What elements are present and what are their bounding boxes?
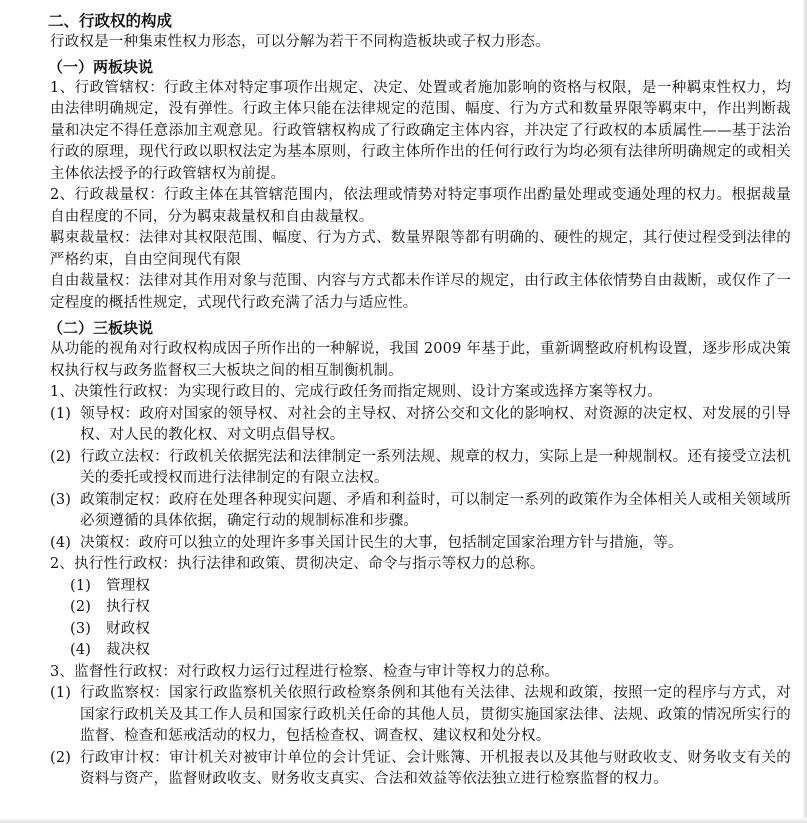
list-item-text: 政策制定权：政府在处理各种现实问题、矛盾和利益时，可以制定一系列的政策作为全体相关人或相关领域所必须遵循的具体依据，确定行动的规制标准和步骤。 bbox=[80, 491, 791, 529]
list-item-text: 行政监察权：国家行政监察机关依照行政检察条例和其他有关法律、法规和政策，按照一定的程序与方式，对国家行政机关及其工作人员和国家行政机关任命的其他人员，贯彻实施国家法律、法规、政策的情况所实行的监督、检查和惩戒活动的权力，包括检查权、调查权、建议权和处分权。 bbox=[80, 685, 791, 744]
list-item-number: (3) bbox=[70, 620, 92, 637]
admin-discretion-paragraph: 2、行政裁量权：行政主体在其管辖范围内，依法理或情势对特定事项作出酌量处理或变通处理的权力。根据裁量自由程度的不同，分为羁束裁量权和自由裁量权。 bbox=[50, 187, 791, 225]
page-edge-shadow bbox=[0, 818, 807, 823]
bound-discretion-paragraph: 羁束裁量权：法律对其权限范围、幅度、行为方式、数量界限等都有明确的、硬性的规定，其行使过程受到法律的严格约束，自由空间现代有限 bbox=[50, 230, 791, 268]
list-item-number: (1) bbox=[50, 405, 72, 422]
list-item bbox=[50, 490, 791, 533]
list-item bbox=[50, 683, 791, 748]
list-item bbox=[50, 576, 791, 598]
execution-power-title: 2、执行性行政权：执行法律和政策、贯彻决定、命令与指示等权力的总称。 bbox=[50, 556, 545, 572]
list-item bbox=[50, 640, 791, 662]
list-item bbox=[50, 404, 791, 447]
list-item-number: (4) bbox=[50, 534, 72, 551]
list-item-text: 行政立法权：行政机关依据宪法和法律制定一系列法规、规章的权力，实际上是一种规制权。还有接受立法机关的委托或授权而进行法律制定的有限立法权。 bbox=[80, 448, 791, 486]
list-item bbox=[50, 619, 791, 641]
supervision-power-list bbox=[50, 683, 791, 791]
execution-power-list bbox=[50, 576, 791, 662]
intro-paragraph: 行政权是一种集束性权力形态，可以分解为若干不同构造板块或子权力形态。 bbox=[50, 34, 550, 50]
list-item-number: (3) bbox=[50, 491, 72, 508]
list-item-number: (2) bbox=[70, 599, 92, 615]
list-item-text: 裁决权 bbox=[106, 642, 151, 658]
supervision-power-title: 3、监督性行政权：对行政权力运行过程进行检察、检查与审计等权力的总称。 bbox=[50, 663, 560, 680]
list-item bbox=[50, 748, 791, 791]
list-item-text: 管理权 bbox=[106, 577, 151, 594]
free-discretion-paragraph: 自由裁量权：法律对其作用对象与范围、内容与方式都未作详尽的规定，由行政主体依情势自由裁断，或仅作了一定程度的概括性规定，式现代行政充满了活力与适应性。 bbox=[50, 273, 791, 311]
decision-power-title: 1、决策性行政权：为实现行政目的、完成行政任务而指定规则、设计方案或选择方案等权力。 bbox=[50, 384, 663, 400]
list-item bbox=[50, 597, 791, 619]
list-item-number: (2) bbox=[50, 448, 72, 465]
list-item-number: (4) bbox=[70, 642, 92, 658]
section-heading: 二、行政权的构成 bbox=[48, 12, 173, 30]
list-item-text: 领导权：政府对国家的领导权、对社会的主导权、对挤公交和文化的影响权、对资源的决定权、对发展的引导权、对人民的教化权、对文明点倡导权。 bbox=[80, 405, 791, 443]
admin-jurisdiction-paragraph: 1、行政管辖权：行政主体对特定事项作出规定、决定、处置或者施加影响的资格与权限，是一种羁束性权力，均由法律明确规定，没有弹性。行政主体只能在法律规定的范围、幅度、行为方式和数量界限等羁束中，作出判断裁量和决定不得任意添加主观意见。行政管辖权构成了行政确定主体内容，并决定了行政权的本质属性——基于法治行政的原理，现代行政以职权法定为基本原则，行政主体所作出的任何行政行为均必须有法律所明确规定的或相关主体依法授予的行政管辖权为前提。 bbox=[50, 79, 791, 182]
list-item-text: 财政权 bbox=[106, 620, 151, 637]
list-item-text: 决策权：政府可以独立的处理许多事关国计民生的大事，包括制定国家治理方针与措施，等。 bbox=[80, 534, 683, 551]
three-blocks-intro: 从功能的视角对行政权构成因子所作出的一种解说，我国 2009 年基于此，重新调整政府机构设置，逐步形成决策权执行权与政务监督权三大板块之间的相互制衡机制。 bbox=[50, 341, 791, 379]
list-item bbox=[50, 447, 791, 490]
list-item-number: (1) bbox=[50, 685, 72, 701]
page-edge-shadow bbox=[802, 0, 807, 823]
decision-power-list bbox=[50, 404, 791, 555]
list-item-text: 行政审计权：审计机关对被审计单位的会计凭证、会计账簿、开机报表以及其他与财政收支、财务收支有关的资料与资产，监督财政收支、财务收支真实、合法和效益等依法独立进行检察监督的权力。 bbox=[80, 749, 791, 787]
subsection-title-two-blocks: （一）两板块说 bbox=[48, 57, 154, 76]
subsection-title-three-blocks: （二）三板块说 bbox=[48, 319, 154, 337]
list-item-number: (2) bbox=[50, 749, 72, 766]
list-item-number: (1) bbox=[70, 577, 92, 594]
list-item-text: 执行权 bbox=[106, 599, 151, 615]
list-item bbox=[50, 533, 791, 555]
